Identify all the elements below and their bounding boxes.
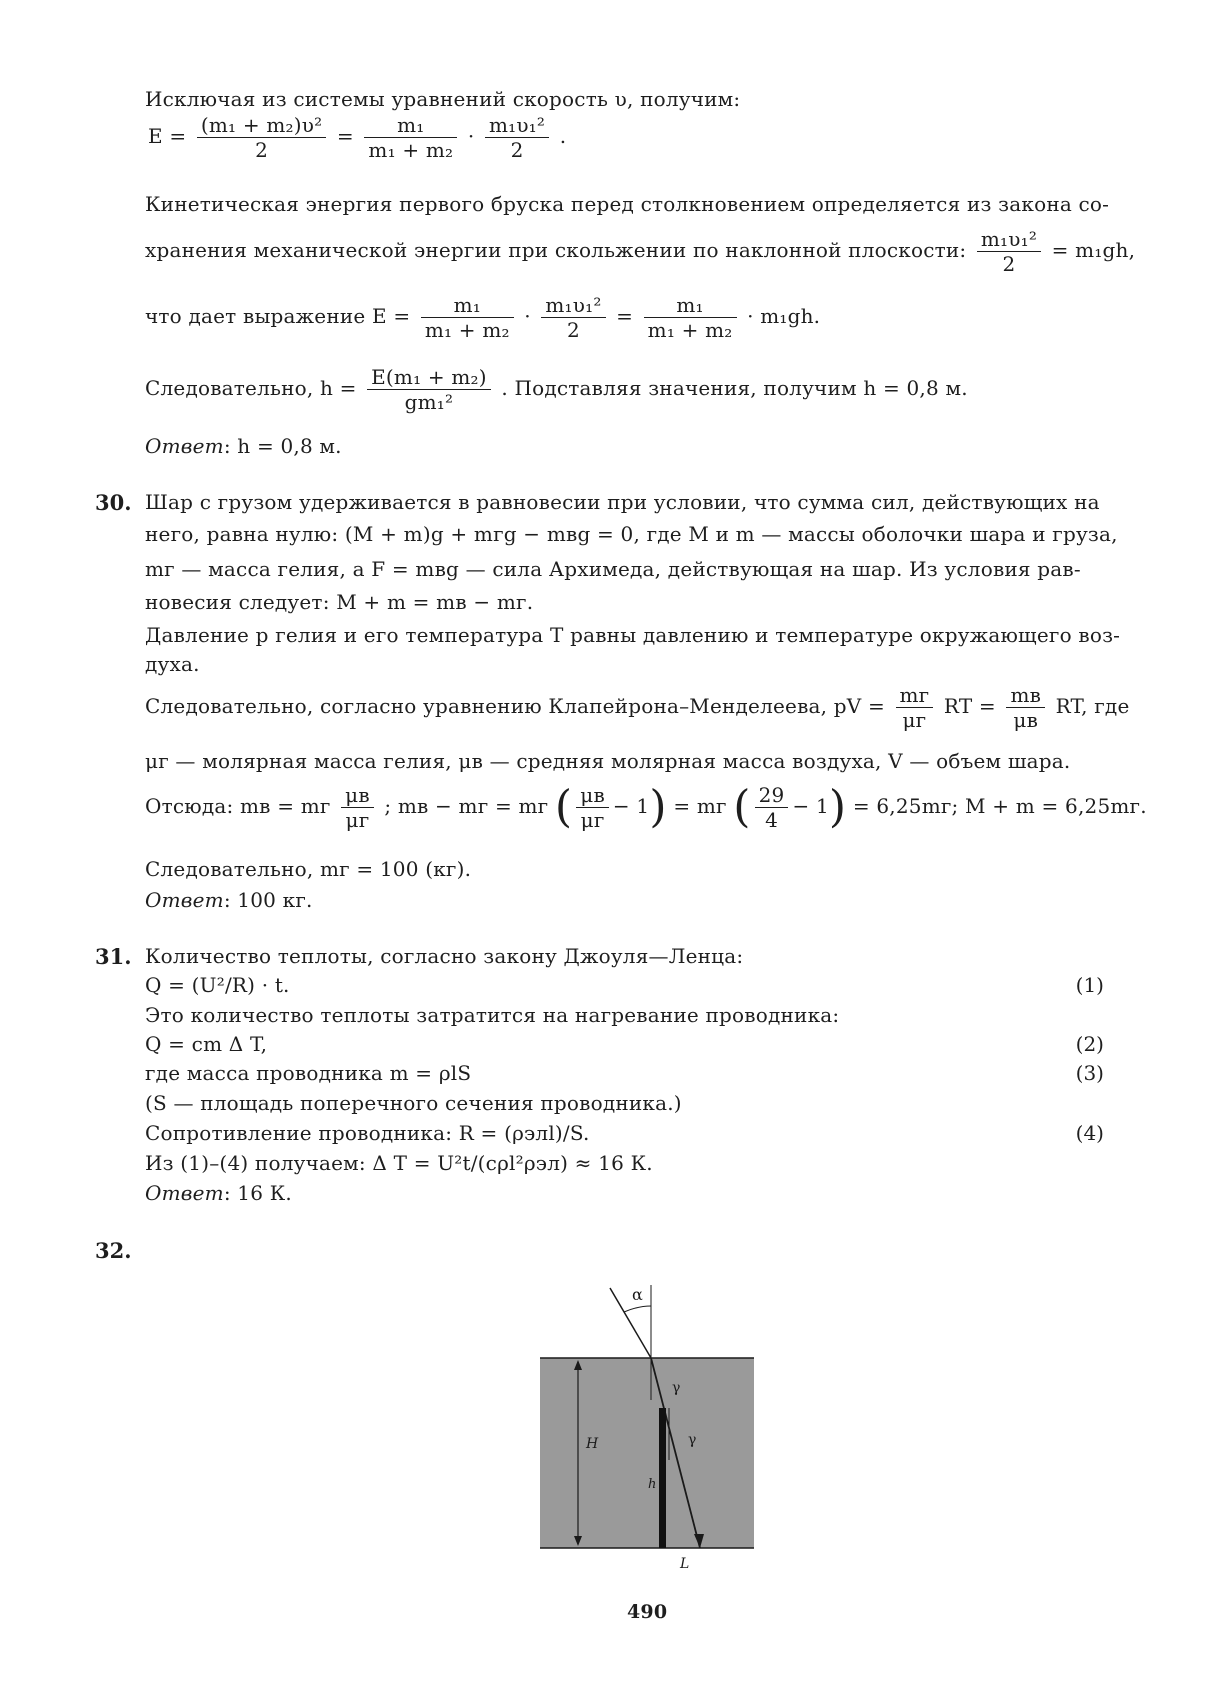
- p31-line-4: Q = cm Δ T,: [145, 1032, 268, 1056]
- p30-line-3: mг — масса гелия, а F = mвg — сила Архимеда, действующая на шар. Из условия рав-: [145, 557, 1081, 581]
- page-number: 490: [627, 1601, 668, 1623]
- p31-eq-number-3: (3): [1075, 1061, 1104, 1085]
- p31-eq-number-4: (4): [1075, 1121, 1104, 1145]
- intro-equation-1: E = $\frac{\text{(m₁ + m₂)υ²}}{2}$ = $\frac{\text{m₁}}{\text{m₁ + m₂}}$ · $\frac{\text{m₁υ₁²}}{2}$ .: [148, 113, 567, 162]
- p31-line-8: Из (1)–(4) получаем: Δ T = U²t/(cρl²ρэл) ≈ 16 К.: [145, 1151, 653, 1175]
- alpha-arc: [624, 1306, 651, 1312]
- problem-30-number: 30.: [95, 490, 132, 515]
- p30-line-5: Давление p гелия и его температура T равны давлению и температуре окружающего воз-: [145, 623, 1121, 647]
- p30-line-4: новесия следует: M + m = mв − mг.: [145, 590, 534, 614]
- p30-line-1: Шар с грузом удерживается в равновесии при условии, что сумма сил, действующих на: [145, 490, 1100, 514]
- h-label: h: [648, 1477, 657, 1492]
- pole: [659, 1408, 666, 1548]
- intro-answer: Ответ: h = 0,8 м.: [145, 434, 342, 458]
- p31-line-6: (S — площадь поперечного сечения проводника.): [145, 1091, 682, 1115]
- gamma-label-top: γ: [672, 1380, 681, 1396]
- intro-line-1: Исключая из системы уравнений скорость υ, получим:: [145, 87, 741, 111]
- p30-line-2: него, равна нулю: (M + m)g + mгg − mвg = 0, где M и m — массы оболочки шара и груза,: [145, 522, 1118, 546]
- p30-line-9: Отсюда: mв = mг $\frac{\mu в}{\mu г}$ ; mв − mг = mг ( $\frac{\mu в}{\mu г}$ − 1) = mг ( $\frac{29}{4}$ − 1) = 6,25mг; M + m = 6,25mг.: [145, 781, 1147, 833]
- H-label: H: [586, 1436, 599, 1452]
- p31-eq-number-1: (1): [1075, 973, 1104, 997]
- p30-answer: Ответ: 100 кг.: [145, 888, 313, 912]
- p31-line-1: Количество теплоты, согласно закону Джоуля—Ленца:: [145, 944, 744, 968]
- intro-line-4: что дает выражение E = $\frac{\text{m₁}}{\text{m₁ + m₂}}$ · $\frac{\text{m₁υ₁²}}{2}$ = $\frac{\text{m₁}}{\text{m₁ + m₂}}$ · m₁gh.: [145, 293, 821, 342]
- p31-line-3: Это количество теплоты затратится на нагревание проводника:: [145, 1003, 840, 1027]
- p31-line-5: где масса проводника m = ρlS: [145, 1061, 472, 1085]
- p31-line-2: Q = (U²/R) · t.: [145, 973, 290, 997]
- intro-line-2: Кинетическая энергия первого бруска перед столкновением определяется из закона со-: [145, 192, 1110, 216]
- p30-line-10: Следовательно, mг = 100 (кг).: [145, 857, 472, 881]
- p30-line-8: μг — молярная масса гелия, μв — средняя молярная масса воздуха, V — объем шара.: [145, 749, 1071, 773]
- incident-ray: [610, 1288, 651, 1358]
- intro-line-5: Следовательно, h = $\frac{\text{E(m₁ + m₂)}}{\text{gm₁²}}$ . Подставляя значения, получим h = 0,8 м.: [145, 365, 968, 414]
- p31-line-7: Сопротивление проводника: R = (ρэлl)/S.: [145, 1121, 590, 1145]
- gamma-label-mid: γ: [688, 1432, 697, 1448]
- L-label: L: [680, 1556, 690, 1572]
- alpha-label: α: [632, 1285, 643, 1304]
- water-region: [540, 1358, 754, 1548]
- p30-line-6: духа.: [145, 652, 200, 676]
- problem-32-number: 32.: [95, 1238, 132, 1263]
- p31-eq-number-2: (2): [1075, 1032, 1104, 1056]
- problem-31-number: 31.: [95, 944, 132, 969]
- p30-line-7: Следовательно, согласно уравнению Клапейрона–Менделеева, pV = $\frac{mг}{\mu г}$ RT = $\frac{mв}{\mu в}$ RT, где: [145, 683, 1130, 732]
- intro-line-3: хранения механической энергии при скольжении по наклонной плоскости: $\frac{\text{m₁υ₁²}}{2}$ = m₁gh,: [145, 227, 1136, 276]
- p31-answer: Ответ: 16 К.: [145, 1181, 292, 1205]
